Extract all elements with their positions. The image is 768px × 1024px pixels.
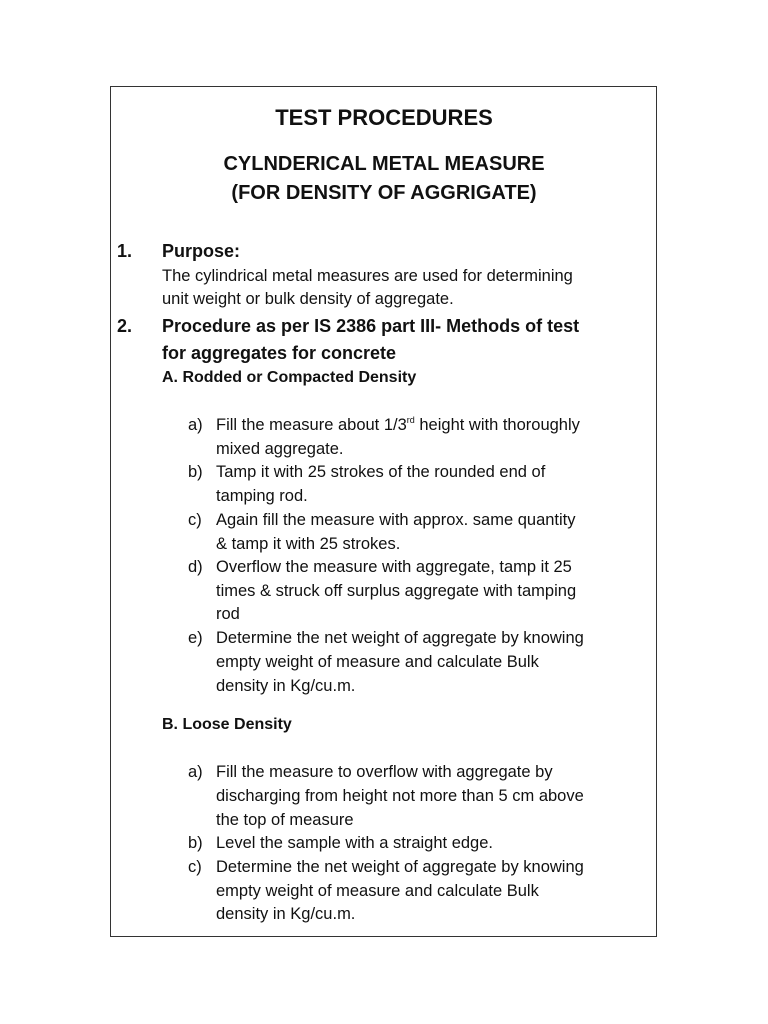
list-item-line: Overflow the measure with aggregate, tamp it 25 xyxy=(216,558,572,576)
section-heading-procedure-line1: Procedure as per IS 2386 part III- Methods of test xyxy=(162,316,580,336)
document-title: TEST PROCEDURES xyxy=(275,105,493,130)
list-marker: b) xyxy=(188,463,203,481)
list-item-line: Fill the measure about 1/3rd height with thoroughly xyxy=(216,415,580,434)
list-item-line: rod xyxy=(216,605,240,623)
document-subtitle-line2: (FOR DENSITY OF AGGRIGATE) xyxy=(231,182,537,204)
list-marker: a) xyxy=(188,416,203,434)
ordinal-superscript: rd xyxy=(406,415,415,425)
list-item-line: times & struck off surplus aggregate with tamping xyxy=(216,582,577,600)
section-number: 2. xyxy=(117,316,133,336)
list-item-line: empty weight of measure and calculate Bulk xyxy=(216,653,539,671)
section-heading-purpose: Purpose: xyxy=(162,241,241,261)
list-item-line: mixed aggregate. xyxy=(216,440,344,458)
section-heading-procedure-line2: for aggregates for concrete xyxy=(162,343,397,363)
subsection-heading-loose: B. Loose Density xyxy=(162,716,292,733)
list-item-line: Again fill the measure with approx. same quantity xyxy=(216,511,576,529)
purpose-text-line2: unit weight or bulk density of aggregate. xyxy=(162,290,454,308)
list-item-line: Tamp it with 25 strokes of the rounded end of xyxy=(216,463,546,481)
purpose-text-line1: The cylindrical metal measures are used for determining xyxy=(162,267,573,285)
list-marker: e) xyxy=(188,629,203,647)
list-item-line: empty weight of measure and calculate Bulk xyxy=(216,882,539,900)
list-marker: c) xyxy=(188,858,202,876)
list-item-line: the top of measure xyxy=(216,811,354,829)
list-item-line: Determine the net weight of aggregate by knowing xyxy=(216,629,584,647)
list-item-line: Fill the measure to overflow with aggregate by xyxy=(216,763,553,781)
list-item-line: Level the sample with a straight edge. xyxy=(216,834,493,852)
section-number: 1. xyxy=(117,241,133,261)
list-item-line: tamping rod. xyxy=(216,487,308,505)
subsection-heading-rodded: A. Rodded or Compacted Density xyxy=(162,369,417,386)
list-item-line: & tamp it with 25 strokes. xyxy=(216,535,401,553)
list-marker: a) xyxy=(188,763,203,781)
list-marker: c) xyxy=(188,511,202,529)
document-subtitle-line1: CYLNDERICAL METAL MEASURE xyxy=(223,153,545,175)
list-item-line: discharging from height not more than 5 cm above xyxy=(216,787,584,805)
list-marker: d) xyxy=(188,558,203,576)
list-item-line: Determine the net weight of aggregate by knowing xyxy=(216,858,584,876)
list-item-line: density in Kg/cu.m. xyxy=(216,677,356,695)
list-marker: b) xyxy=(188,834,203,852)
list-item-line: density in Kg/cu.m. xyxy=(216,905,356,923)
